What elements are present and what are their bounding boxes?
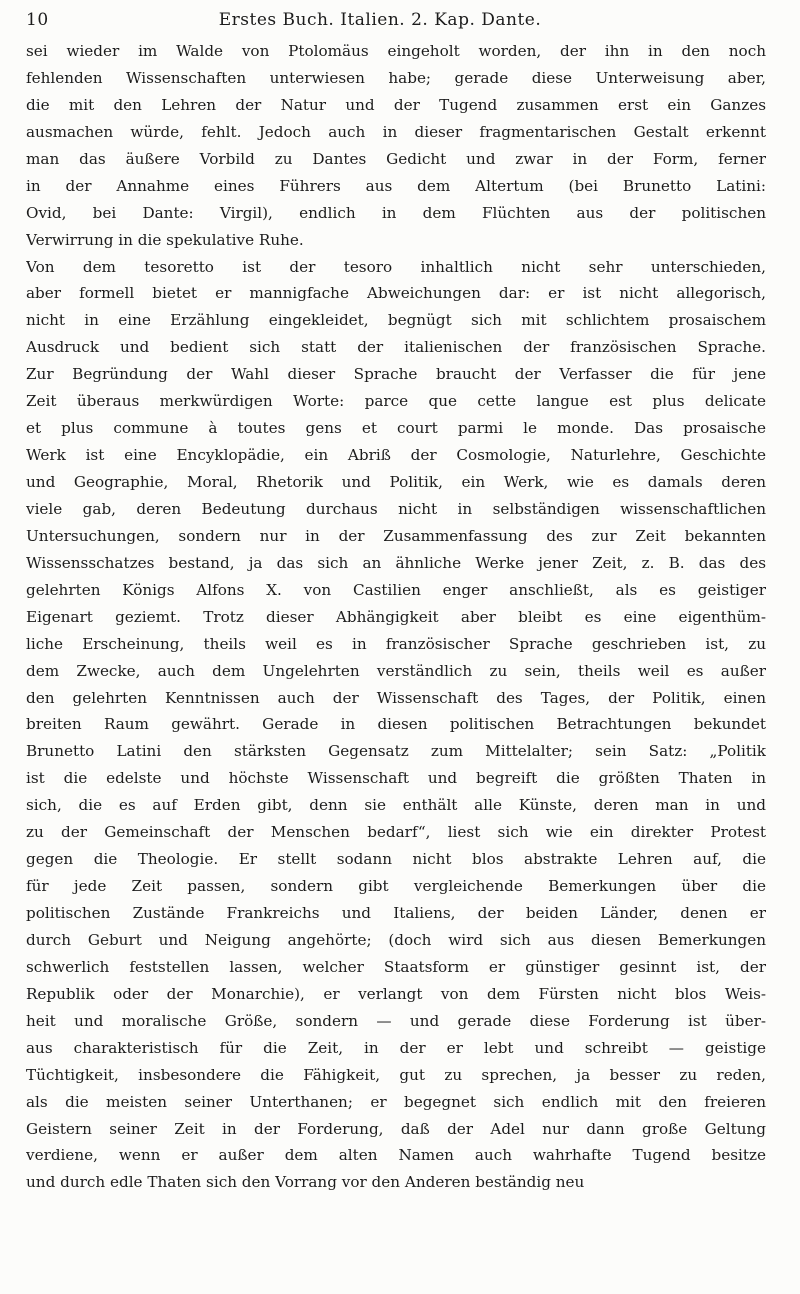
text-line: aus charakteristisch für die Zeit, in der er lebt und schreibt — geistige: [26, 1038, 766, 1057]
text-line: für jede Zeit passen, sondern gibt vergleichende Bemerkungen über die: [26, 877, 766, 896]
text-line: nicht in eine Erzählung eingekleidet, begnügt sich mit schlichtem prosaischem: [26, 311, 766, 330]
text-line: viele gab, deren Bedeutung durchaus nicht in selbständigen wissenschaftlichen: [26, 499, 766, 518]
text-line: dem Zwecke, auch dem Ungelehrten verständlich zu sein, theils weil es außer: [26, 661, 766, 680]
text-line: zu der Gemeinschaft der Menschen bedarf“, liest sich wie ein direkter Protest: [26, 823, 766, 842]
text-line: Geistern seiner Zeit in der Forderung, daß der Adel nur dann große Geltung: [26, 1119, 766, 1138]
text-line: Untersuchungen, sondern nur in der Zusammenfassung des zur Zeit bekannten: [26, 526, 766, 545]
text-line: Tüchtigkeit, insbesondere die Fähigkeit, gut zu sprechen, ja besser zu reden,: [26, 1065, 766, 1084]
text-line: ausmachen würde, fehlt. Jedoch auch in dieser fragmentarischen Gestalt erkennt: [26, 122, 766, 141]
text-line: in der Annahme eines Führers aus dem Altertum (bei Brunetto Latini:: [26, 176, 766, 195]
text-line: schwerlich feststellen lassen, welcher Staatsform er günstiger gesinnt ist, der: [26, 957, 766, 976]
text-line: Von dem tesoretto ist der tesoro inhaltlich nicht sehr unterschieden,: [26, 257, 766, 276]
text-line: heit und moralische Größe, sondern — und gerade diese Forderung ist über-: [26, 1011, 766, 1030]
text-line: Brunetto Latini den stärksten Gegensatz zum Mittelalter; sein Satz: „Politik: [26, 742, 766, 761]
text-line: et plus commune à toutes gens et court parmi le monde. Das prosaische: [26, 419, 766, 438]
text-line: als die meisten seiner Unterthanen; er begegnet sich endlich mit den freieren: [26, 1092, 766, 1111]
text-line: Republik oder der Monarchie), er verlangt von dem Fürsten nicht blos Weis-: [26, 984, 766, 1003]
text-line: gegen die Theologie. Er stellt sodann nicht blos abstrakte Lehren auf, die: [26, 850, 766, 869]
text-line: verdiene, wenn er außer dem alten Namen auch wahrhafte Tugend besitze: [26, 1146, 766, 1165]
text-line: ist die edelste und höchste Wissenschaft und begreift die größten Thaten in: [26, 769, 766, 788]
text-line: Wissensschatzes bestand, ja das sich an ähnliche Werke jener Zeit, z. B. das des: [26, 553, 766, 572]
text-line: und Geographie, Moral, Rhetorik und Politik, ein Werk, wie es damals deren: [26, 473, 766, 491]
page-number: 10: [26, 10, 49, 30]
text-line: liche Erscheinung, theils weil es in französischer Sprache geschrieben ist, zu: [26, 634, 766, 653]
running-title: Erstes Buch. Italien. 2. Kap. Dante.: [218, 10, 542, 30]
text-line: sich, die es auf Erden gibt, denn sie enthält alle Künste, deren man in und: [26, 796, 766, 815]
text-line: Zeit überaus merkwürdigen Worte: parce que cette langue est plus delicate: [26, 392, 766, 411]
text-line: Werk ist eine Encyklopädie, ein Abriß der Cosmologie, Naturlehre, Geschichte: [26, 446, 766, 465]
text-line: gelehrten Königs Alfons X. von Castilien enger anschließt, als es geistiger: [26, 580, 766, 599]
text-line: Zur Begründung der Wahl dieser Sprache braucht der Verfasser die für jene: [26, 365, 766, 384]
text-line: sei wieder im Walde von Ptolomäus eingeholt worden, der ihn in den noch: [26, 42, 766, 60]
text-line: durch Geburt und Neigung angehörte; (doch wird sich aus diesen Bemerkungen: [26, 930, 766, 949]
page-header: [26, 0, 766, 30]
text-line: aber formell bietet er mannigfache Abweichungen dar: er ist nicht allegorisch,: [26, 284, 766, 303]
body-text: [26, 38, 766, 1196]
text-line: fehlenden Wissenschaften unterwiesen habe; gerade diese Unterweisung aber,: [26, 68, 766, 87]
text-line: und durch edle Thaten sich den Vorrang vor den Anderen beständig neu: [26, 1173, 585, 1192]
text-line: breiten Raum gewährt. Gerade in diesen politischen Betrachtungen bekundet: [26, 715, 766, 734]
text-line: Eigenart geziemt. Trotz dieser Abhängigkeit aber bleibt es eine eigenthüm-: [26, 607, 766, 626]
text-line: Verwirrung in die spekulative Ruhe.: [26, 230, 304, 249]
text-line: die mit den Lehren der Natur und der Tugend zusammen erst ein Ganzes: [26, 95, 766, 114]
text-line: Ausdruck und bedient sich statt der italienischen der französischen Sprache.: [26, 338, 766, 357]
text-line: den gelehrten Kenntnissen auch der Wissenschaft des Tages, der Politik, einen: [26, 688, 766, 707]
text-line: politischen Zustände Frankreichs und Italiens, der beiden Länder, denen er: [26, 904, 766, 922]
text-line: man das äußere Vorbild zu Dantes Gedicht und zwar in der Form, ferner: [26, 149, 766, 168]
text-line: Ovid, bei Dante: Virgil), endlich in dem Flüchten aus der politischen: [26, 203, 766, 222]
